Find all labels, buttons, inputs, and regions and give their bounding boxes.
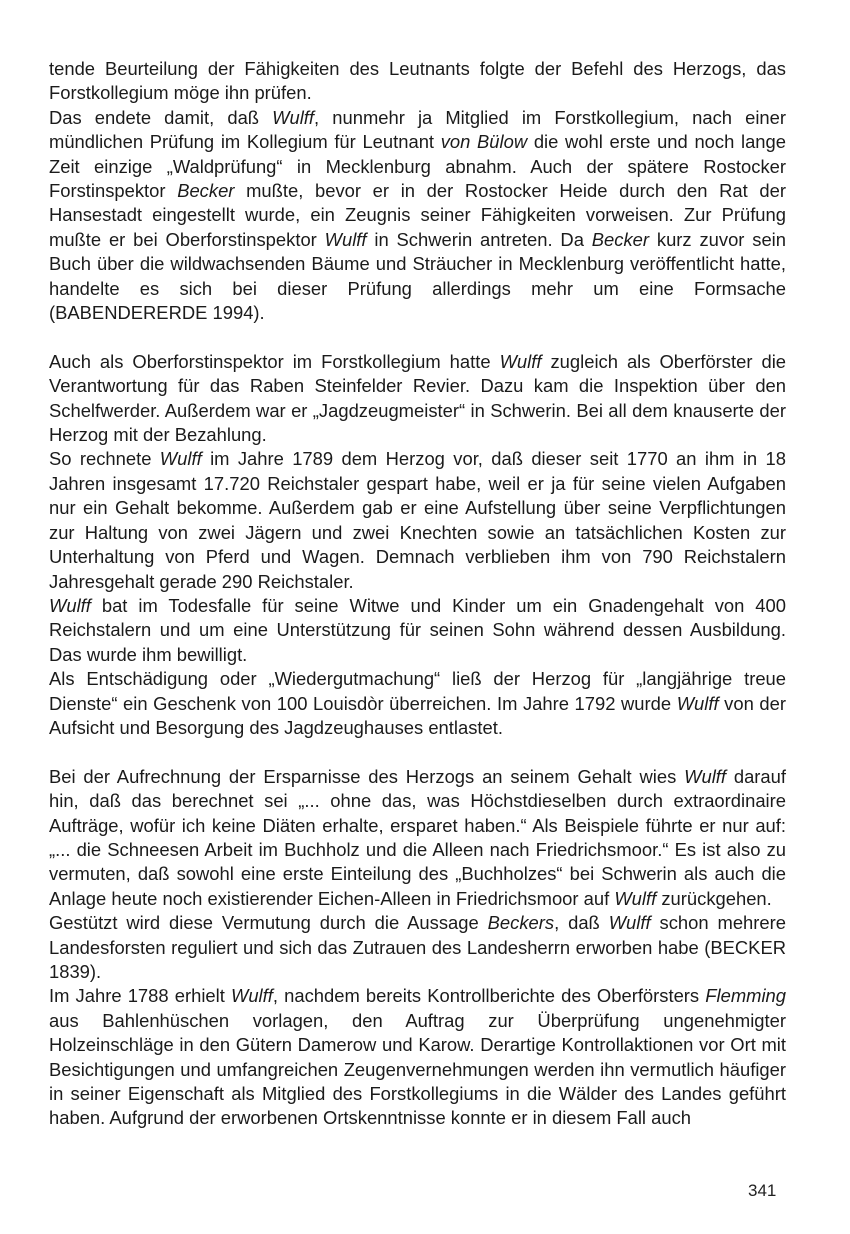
- text-run: Das endete damit, daß: [49, 106, 273, 128]
- italic-name: Wulff: [676, 692, 719, 714]
- text-run: schon mehrere Landesforsten reguliert und sich das Zutrauen des Landesherrn erworben habe (BECKER 1839).: [49, 912, 786, 982]
- text-run: Als Entschädigung oder „Wiedergutmachung“ ließ der Herzog für „langjährige treue Dienste“ ein Geschenk von 100 Louisdòr überreichen. Im Jahre 1792 wurde: [49, 668, 786, 714]
- page-number: 341: [748, 1181, 777, 1200]
- paragraph: [49, 594, 786, 667]
- italic-name: Wulff: [608, 912, 651, 934]
- paragraph: [49, 350, 786, 448]
- text-run: bat im Todesfalle für seine Witwe und Kinder um ein Gnadengehalt von 400 Reichstalern und um eine Unterstützung für seinen Sohn während dessen Ausbildung. Das wurde ihm bewilligt.: [49, 594, 786, 665]
- text-run: zugleich als Oberförster die Verantwortung für das Raben Steinfelder Revier. Dazu kam die Inspektion über den Schelfwerder. Außerdem war er „Jagdzeugmeister“ in Schwerin. Bei all dem knauserte der Herzog mit der Bezahlung.: [49, 350, 787, 446]
- italic-name: Wulff: [230, 985, 273, 1007]
- italic-name: von Bülow: [440, 131, 528, 153]
- italic-name: Beckers: [487, 912, 555, 934]
- text-run: aus Bahlenhüschen vorlagen, den Auftrag zur Überprüfung ungenehmigter Holzeinschläge in den Gütern Damerow und Karow. Derartige Kontrollaktionen vor Ort mit Besichtigungen und umfangreichen Zeugenvernehmungen werden ihn vermutlich häufiger in seiner Eigenschaft als Mitglied des Forstkollegiums in die Wälder des Landes geführt haben. Aufgrund der erworbenen Ortskenntnisse konnte er in diesem Fall auch: [49, 1009, 786, 1129]
- italic-name: Wulff: [499, 350, 542, 372]
- paragraph: [49, 447, 786, 593]
- text-run: von der Aufsicht und Besorgung des Jagdzeughauses entlastet.: [49, 692, 786, 738]
- italic-name: Wulff: [272, 106, 315, 128]
- text-run: , nachdem bereits Kontrollberichte des Oberförsters: [272, 985, 706, 1007]
- italic-name: Wulff: [614, 887, 657, 909]
- paragraph-gap: [49, 740, 786, 764]
- text-run: tende Beurteilung der Fähigkeiten des Leutnants folgte der Befehl des Herzogs, das Forstkollegium möge ihn prüfen.: [49, 58, 786, 104]
- paragraph: [49, 911, 786, 984]
- paragraph: [49, 765, 786, 911]
- text-run: kurz zuvor sein Buch über die wildwachsenden Bäume und Sträucher in Mecklenburg veröffentlicht hatte, handelte es sich bei dieser Prüfung allerdings mehr um eine Formsache (BABENDERERDE 1994).: [49, 228, 786, 324]
- italic-name: Becker: [177, 180, 235, 202]
- text-run: , nunmehr ja Mitglied im Forstkollegium, nach einer mündlichen Prüfung im Kollegium für Leutnant: [49, 106, 786, 153]
- text-run: zurückgehen.: [656, 887, 772, 909]
- body-text: [49, 57, 786, 1131]
- paragraph: [49, 667, 786, 740]
- italic-name: Flemming: [705, 985, 786, 1007]
- text-run: darauf hin, daß das berechnet sei „... ohne das, was Höchstdieselben durch extraordinaire Aufträge, wofür ich keine Diäten erhalte, ersparet haben.“ Als Beispiele führte er nur auf: „... die Schneesen Arbeit im Buchholz und die Alleen nach Friedrichsmoor.“ Es ist also zu vermuten, daß sowohl eine erste Einteilung des „Buchholzes“ bei Schwerin als auch die Anlage heute noch existierender Eichen-Alleen in Friedrichsmoor auf: [49, 765, 786, 909]
- italic-name: Wulff: [49, 594, 91, 616]
- text-run: Auch als Oberforstinspektor im Forstkollegium hatte: [49, 350, 500, 372]
- text-run: Gestützt wird diese Vermutung durch die Aussage: [49, 912, 488, 934]
- paragraph: [49, 57, 786, 106]
- text-run: in Schwerin antreten. Da: [366, 228, 592, 250]
- paragraph-gap: [49, 325, 786, 349]
- italic-name: Wulff: [159, 448, 202, 470]
- text-run: im Jahre 1789 dem Herzog vor, daß dieser seit 1770 an ihm in 18 Jahren insgesamt 17.720 Reichstaler gespart habe, weil er ja für seine vielen Aufgaben nur ein Gehalt bekomme. Außerdem gab er eine Aufstellung über seine Verpflichtungen zur Haltung von zwei Jägern und zwei Knechten sowie an tatsächlichen Kosten zur Unterhaltung von Pferd und Wagen. Demnach verblieben ihm von 790 Reichstalern Jahresgehalt gerade 290 Reichstaler.: [49, 448, 786, 592]
- text-run: die wohl erste und noch lange Zeit einzige „Waldprüfung“ in Mecklenburg abnahm. Auch der spätere Rostocker Forstinspektor: [49, 131, 786, 202]
- italic-name: Wulff: [684, 765, 727, 787]
- text-run: So rechnete: [49, 448, 160, 470]
- text-run: , daß: [554, 912, 609, 934]
- text-run: Bei der Aufrechnung der Ersparnisse des Herzogs an seinem Gehalt wies: [49, 765, 685, 787]
- paragraph: [49, 106, 786, 326]
- text-run: mußte, bevor er in der Rostocker Heide durch den Rat der Hansestadt eingestellt wurde, ein Zeugnis seiner Fähigkeiten vorweisen. Zur Prüfung mußte er bei Oberforstinspektor: [49, 180, 787, 250]
- italic-name: Becker: [591, 228, 650, 250]
- italic-name: Wulff: [324, 228, 367, 250]
- paragraph: [49, 984, 786, 1130]
- text-run: Im Jahre 1788 erhielt: [49, 985, 231, 1007]
